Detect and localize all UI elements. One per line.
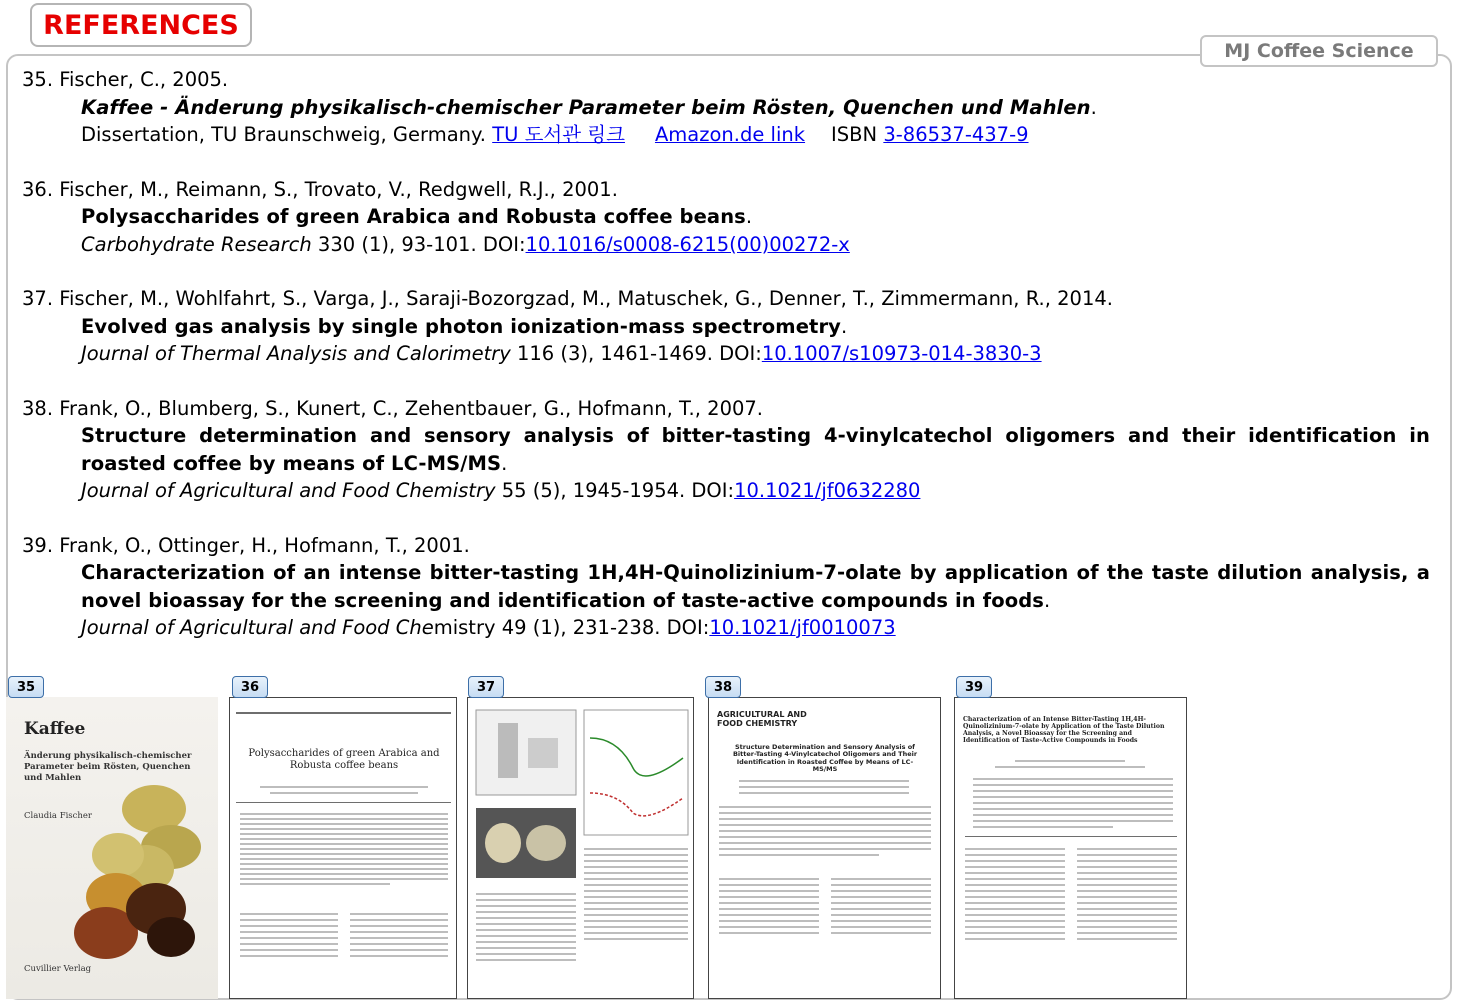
reference-details: 330 (1), 93-101. DOI: <box>311 232 526 256</box>
book-subtitle: Änderung physikalisch-chemischer Parameter beim Rösten, Quenchen und Mahlen <box>24 751 192 783</box>
coffee-beans-image <box>6 697 218 999</box>
reference-38: 38. Frank, O., Blumberg, S., Kunert, C., Zehentbauer, G., Hofmann, T., 2007. Structure determination and sensory analysis of bitter-tasting 4-vinylcatechol oligomers and their identification in roasted coffee by means of LC-MS/MS. Journal of Agricultural and Food Chemistry 55 (5), 1945-1954. DOI:10.1021/jf0632280 <box>22 396 1430 502</box>
journal-name: Carbohydrate Research <box>81 232 312 256</box>
paper-38-title: Structure Determination and Sensory Analysis of Bitter-Tasting 4-Vinylcatechol Oligomers and Their Identification in Roasted Coffee by Means of LC-MS/MS <box>732 743 918 774</box>
reference-35: 35. Fischer, C., 2005. Kaffee - Änderung physikalisch-chemischer Parameter beim Rösten, Quenchen und Mahlen. Dissertation, TU Braunschweig, Germany. TU 도서관 링크 Amazon.de link ISBN 3-86537-437-9 <box>22 66 1430 149</box>
paper-thumbnail-37[interactable] <box>467 697 694 999</box>
reference-author-line: 36. Fischer, M., Reimann, S., Trovato, V., Redgwell, R.J., 2001. <box>22 177 618 201</box>
reference-author-line: 39. Frank, O., Ottinger, H., Hofmann, T., 2001. <box>22 533 470 557</box>
reference-source: Dissertation, TU Braunschweig, Germany. <box>81 123 493 146</box>
journal-name: Journal of Agricultural and Food Chemistry <box>81 479 496 502</box>
paper-thumbnail-39[interactable] <box>954 697 1187 999</box>
doi-link[interactable]: 10.1021/jf0632280 <box>734 479 921 502</box>
paper-38-journal: AGRICULTURAL AND FOOD CHEMISTRY <box>717 710 807 729</box>
reference-details: 49 (1), 231-238. DOI: <box>495 616 710 639</box>
reference-details: 116 (3), 1461-1469. DOI: <box>510 342 762 365</box>
book-cover-thumbnail[interactable] <box>6 697 218 999</box>
journal-name: Journal of Agricultural and Food Che <box>81 616 434 639</box>
tu-library-link[interactable]: TU 도서관 링크 <box>492 123 625 146</box>
reference-details: 55 (5), 1945-1954. DOI: <box>495 479 735 502</box>
thumbnail-badge-38: 38 <box>705 676 741 698</box>
reference-37: 37. Fischer, M., Wohlfahrt, S., Varga, J., Saraji-Bozorgzad, M., Matuschek, G., Denner, T., Zimmermann, R., 2014. Evolved gas analysis by single photon ionization-mass spectrometry. Journal of Thermal Analysis and Calorimetry 116 (3), 1461-1469. DOI:10.1007/s10973-014-3830-3 <box>22 285 1430 368</box>
book-publisher: Cuvillier Verlag <box>24 964 92 974</box>
thumbnail-badge-35: 35 <box>8 676 44 698</box>
reference-author-line: 37. Fischer, M., Wohlfahrt, S., Varga, J., Saraji-Bozorgzad, M., Matuschek, G., Denner, T., Zimmermann, R., 2014. <box>22 287 1113 310</box>
amazon-link[interactable]: Amazon.de link <box>654 123 806 146</box>
paper-36-title: Polysaccharides of green Arabica and Robusta coffee beans <box>248 748 440 771</box>
paper-37-figures <box>468 698 694 999</box>
reference-title: Polysaccharides of green Arabica and Robusta coffee beans <box>81 205 746 228</box>
paper-39-title: Characterization of an Intense Bitter-Tasting 1H,4H-Quinolizinium-7-olate by Application of the Taste Dilution Analysis, a Novel Bioassay for the Screening and Identification of Taste-Active Compounds in Foods <box>963 716 1165 745</box>
paper-thumbnail-38[interactable] <box>708 697 941 999</box>
doi-link[interactable]: 10.1007/s10973-014-3830-3 <box>761 342 1042 365</box>
doi-link[interactable]: 10.1016/s0008-6215(00)00272-x <box>525 232 850 256</box>
journal-name-rest: mistry <box>433 616 496 639</box>
reference-title: Structure determination and sensory analysis of bitter-tasting 4-vinylcatechol oligomers and their identification in roasted coffee by means of LC-MS/MS <box>81 424 1430 475</box>
paper-thumbnail-36[interactable] <box>229 697 457 999</box>
reference-author-line: 38. Frank, O., Blumberg, S., Kunert, C., Zehentbauer, G., Hofmann, T., 2007. <box>22 396 763 420</box>
book-title: Kaffee <box>24 719 86 739</box>
isbn-link[interactable]: 3-86537-437-9 <box>883 123 1029 146</box>
journal-name: Journal of Thermal Analysis and Calorimetry <box>81 342 511 365</box>
reference-36: 36. Fischer, M., Reimann, S., Trovato, V., Redgwell, R.J., 2001. Polysaccharides of green Arabica and Robusta coffee beans. Carbohydrate Research 330 (1), 93-101. DOI:10.1016/s0008-6215(00)00272-x <box>22 176 1430 259</box>
thumbnail-badge-36: 36 <box>232 676 268 698</box>
thumbnail-badge-39: 39 <box>956 676 992 698</box>
reference-list <box>22 66 1430 669</box>
page-title: REFERENCES <box>30 3 252 47</box>
book-author: Claudia Fischer <box>24 811 92 821</box>
reference-title: Characterization of an intense bitter-tasting 1H,4H-Quinolizinium-7-olate by application of the taste dilution analysis, a novel bioassay for the screening and identification of taste-active compounds in foods <box>81 561 1430 612</box>
reference-title: Kaffee - Änderung physikalisch-chemischer Parameter beim Rösten, Quenchen und Mahlen <box>81 95 1091 119</box>
thumbnail-badge-37: 37 <box>468 676 504 698</box>
reference-39: 39. Frank, O., Ottinger, H., Hofmann, T., 2001. Characterization of an intense bitter-tasting 1H,4H-Quinolizinium-7-olate by application of the taste dilution analysis, a novel bioassay for the screening and identification of taste-active compounds in foods. Journal of Agricultural and Food Chemistry 49 (1), 231-238. DOI:10.1021/jf0010073 <box>22 533 1430 639</box>
brand-label: MJ Coffee Science <box>1200 35 1438 67</box>
reference-author-line: 35. Fischer, C., 2005. <box>22 68 229 91</box>
isbn-label: ISBN <box>831 123 884 146</box>
doi-link[interactable]: 10.1021/jf0010073 <box>709 616 896 639</box>
reference-title: Evolved gas analysis by single photon ionization-mass spectrometry <box>81 314 841 338</box>
